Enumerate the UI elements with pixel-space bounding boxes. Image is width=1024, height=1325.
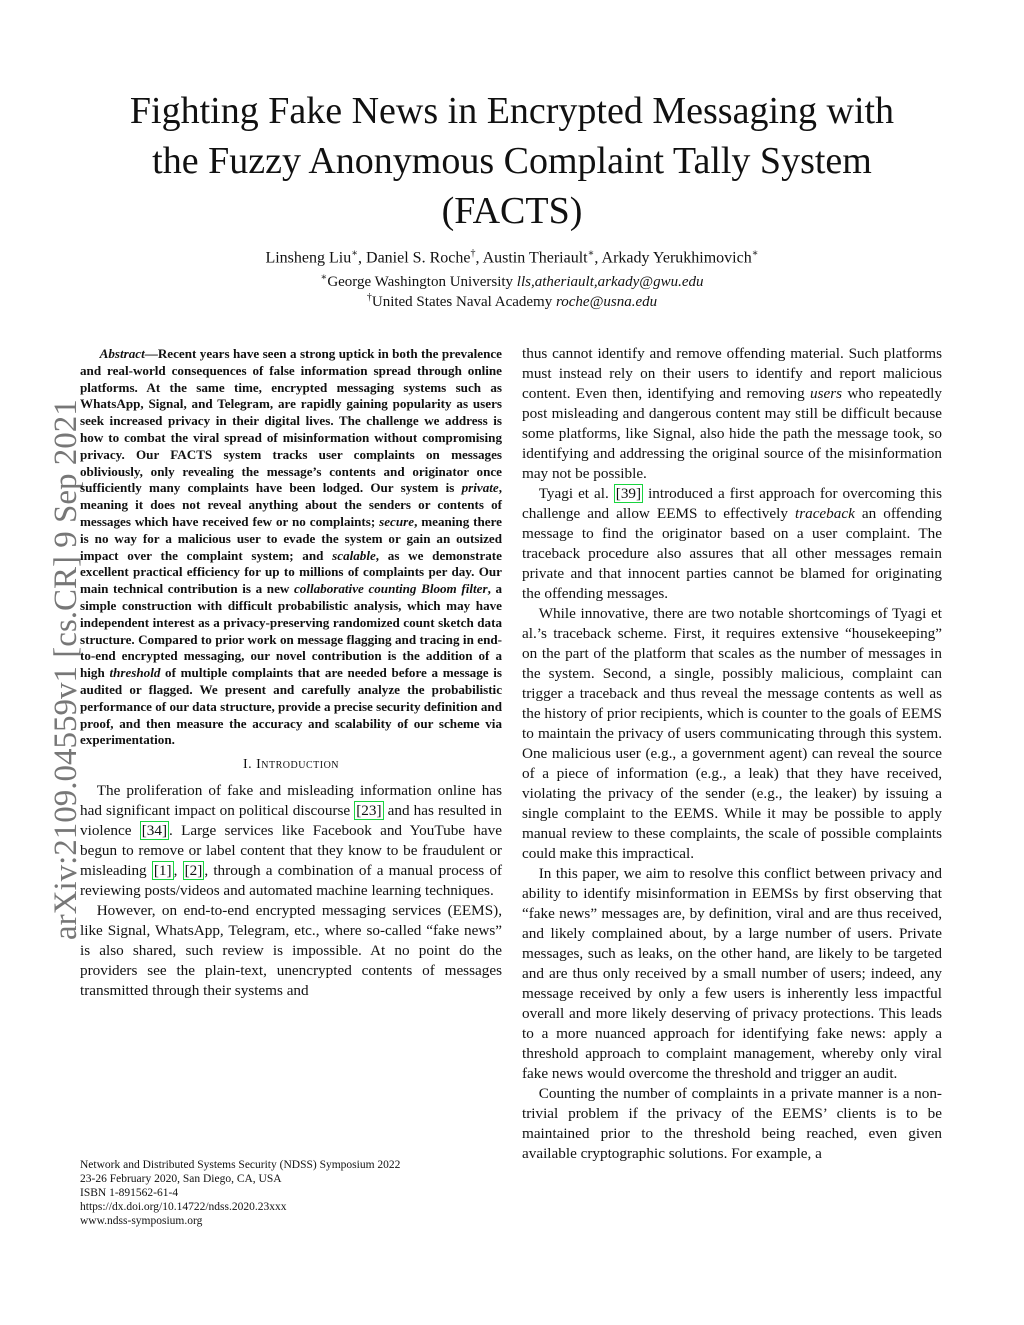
citation-link[interactable]: [23] <box>356 802 382 820</box>
abstract-text: Recent years have seen a strong uptick in both the prevalence and real-world consequences of false information spread through online platforms. At the same time, encrypted messaging systems such as WhatsApp, Signal, and Telegram, are rapidly gaining popularity as users seek increased privacy in their digital lives. The challenge we address is how to combat the viral spread of misinformation without compromising privacy. Our FACTS system tracks user complaints on messages obliviously, only revealing the message’s contents and originator once sufficiently many complaints have been lodged. Our system is <box>80 346 502 496</box>
author-name: Austin Theriault <box>482 249 588 267</box>
paragraph: Counting the number of complaints in a private manner is a non-trivial problem if the privacy of the EEMS’ clients is to be maintained prior to the threshold being reached, even given available cryptographic solutions. For example, a <box>522 1085 942 1162</box>
citation-link[interactable]: [34] <box>141 822 168 840</box>
paragraph <box>80 781 502 901</box>
paragraph-text: The proliferation of fake and misleading information online has had significant impact on political discourse <box>80 782 502 820</box>
conference-footnote <box>80 1158 502 1228</box>
citation-link[interactable]: [2] <box>184 862 203 880</box>
abstract-text: of multiple complaints that are needed before a message is audited or flagged. We present and carefully analyze the probabilistic performance of our data structure, provide a precise security definition and proof, and then measure the accuracy and scalability of our scheme via experimentation. <box>80 665 502 748</box>
abstract-label: Abstract <box>99 346 145 361</box>
abstract-emph: threshold <box>109 665 161 681</box>
affil-mark: ∗ <box>351 248 359 259</box>
affil-mark: ∗ <box>751 248 759 259</box>
author-name: Daniel S. Roche <box>366 249 471 267</box>
title-line-2: the Fuzzy Anonymous Complaint Tally System <box>152 140 872 182</box>
paragraph <box>522 484 942 604</box>
paragraph-text: who repeatedly post misleading and dangerous content may still be difficult because some platforms, like Signal, also hide the path the message took, so identifying and addressing the original source of the misinformation may not be possible. <box>522 385 942 482</box>
paragraph-text: . Large services like Facebook and YouTube have begun to remove or label content that they know to be fraudulent or misleading <box>80 822 502 880</box>
paragraph-text: introduced a first approach for overcoming this challenge and allow EEMS to effectively <box>522 485 942 522</box>
footnote-line: 23-26 February 2020, San Diego, CA, USA <box>80 1173 282 1185</box>
arxiv-identifier: arXiv:2109.04559v1 [cs.CR] 9 Sep 2021 <box>48 399 84 940</box>
website-link[interactable]: www.ndss-symposium.org <box>80 1215 203 1227</box>
abstract-text: , a simple construction with difficult probabilistic analysis, which may have independent interest as a privacy-preserving randomized count sketch data structure. Compared to prior work on message flagging and tracing in end-to-end encrypted messaging, our novel contribution is the addition of a high <box>80 581 503 681</box>
citation-link[interactable]: [1] <box>153 862 172 880</box>
paragraph <box>522 344 942 484</box>
paragraph-text: , <box>173 862 183 880</box>
abstract-emph: private <box>461 480 499 496</box>
affiliation-gwu <box>0 272 1024 291</box>
paragraph-text: , through a combination of a manual process of reviewing posts/videos and automated machine learning techniques. <box>80 862 502 900</box>
emphasis: traceback <box>794 505 855 522</box>
email: roche@usna.edu <box>555 294 658 310</box>
author-list: Linsheng Liu∗, Daniel S. Roche†, Austin Theriault∗, Arkady Yerukhimovich∗ <box>265 248 759 267</box>
paragraph-text: thus cannot identify and remove offending material. Such platforms must instead rely on their users to identify and report malicious content. Even then, identifying and removing <box>522 345 942 402</box>
affiliation-name: United States Naval Academy <box>371 294 553 310</box>
paper-title <box>60 86 964 236</box>
author-name: Arkady Yerukhimovich <box>601 249 752 267</box>
abstract-text: , meaning it does not reveal anything about the senders or contents of messages which have received few or no complaints; <box>80 480 502 529</box>
footnote-line: Network and Distributed Systems Security (NDSS) Symposium 2022 <box>80 1159 401 1171</box>
title-line-3: (FACTS) <box>441 190 583 232</box>
abstract-emph: collaborative counting Bloom filter <box>294 581 488 597</box>
abstract-dash: — <box>144 346 158 361</box>
paragraph: While innovative, there are two notable shortcomings of Tyagi et al.’s traceback scheme. First, it requires extensive “housekeeping” on the part of the platform that scales as the number of messages in the system. Second, a single, possibly malicious, complaint can trigger a traceback and thus reveal the message contents as well as the history of prior recipients, which is counter to the goals of EEMS to maintain the privacy of users communicating through this system. One malicious user (e.g., a government agent) can reveal the source of a piece of information (e.g., a leak) that they have received, violating the privacy of the sender (e.g., the leaker) by issuing a single complaint to the EEMS. While it may be possible to apply manual review to these complaints, the scale of possible complaints could make this impractical. <box>522 605 942 862</box>
paragraph-text: an offending message to find the originator based on a user complaint. The traceback procedure also assures that all other messages remain private and that innocent parties cannot be blamed for originating the offending messages. <box>522 505 942 602</box>
email: lls,atheriault,arkady@gwu.edu <box>516 274 704 290</box>
paragraph-text: and has resulted in violence <box>80 802 502 840</box>
section-heading <box>80 757 502 773</box>
abstract-emph: scalable <box>332 547 376 563</box>
affiliation-name: George Washington University <box>327 274 514 290</box>
abstract-text: , as we demonstrate excellent practical efficiency for up to millions of complaints per day. Our main technical contribution is a new <box>80 547 502 597</box>
affiliation-usna <box>0 292 1024 311</box>
affil-mark: ∗ <box>587 248 595 259</box>
emphasis: users <box>810 385 843 402</box>
author-name: Linsheng Liu <box>265 249 352 267</box>
affil-mark: ∗ <box>320 272 328 283</box>
section-number: I. <box>242 757 253 773</box>
left-column <box>80 346 502 1001</box>
affil-mark: † <box>366 292 372 303</box>
abstract-text: , meaning there is no way for a malicious user to evade the system or gain an outsized impact over the complaint system; and <box>80 513 502 563</box>
doi-link[interactable]: https://dx.doi.org/10.14722/ndss.2020.23xxx <box>80 1201 287 1213</box>
paragraph-text: Tyagi et al. <box>538 485 614 502</box>
section-title: Introduction <box>256 757 340 773</box>
paragraph: However, on end-to-end encrypted messaging services (EEMS), like Signal, WhatsApp, Telegram, etc., where so-called “fake news” is also shared, such review is impossible. At no point do the providers see the plain-text, unencrypted contents of messages transmitted through their systems and <box>80 902 502 1000</box>
abstract <box>80 346 502 749</box>
title-line-1: Fighting Fake News in Encrypted Messaging with <box>129 90 895 132</box>
right-column <box>522 344 942 1164</box>
citation-link[interactable]: [39] <box>615 485 642 502</box>
footnote-line: ISBN 1-891562-61-4 <box>80 1187 179 1199</box>
paragraph: In this paper, we aim to resolve this conflict between privacy and ability to identify misinformation in EEMSs by first observing that “fake news” messages are, by definition, viral and are thus received, and likely complained about, by a large number of users. Private messages, such as leaks, on the other hand, are likely to be targeted and are thus only received by a small number of users; indeed, any message received by only a few users is inherently less impactful overall and more likely deserving of privacy protections. This leads to a more nuanced approach for identifying fake news: apply a threshold approach to complaint management, whereby only viral fake news would overcome the threshold and trigger an audit. <box>522 865 942 1082</box>
affil-mark: † <box>470 248 476 259</box>
abstract-emph: secure <box>379 513 415 529</box>
